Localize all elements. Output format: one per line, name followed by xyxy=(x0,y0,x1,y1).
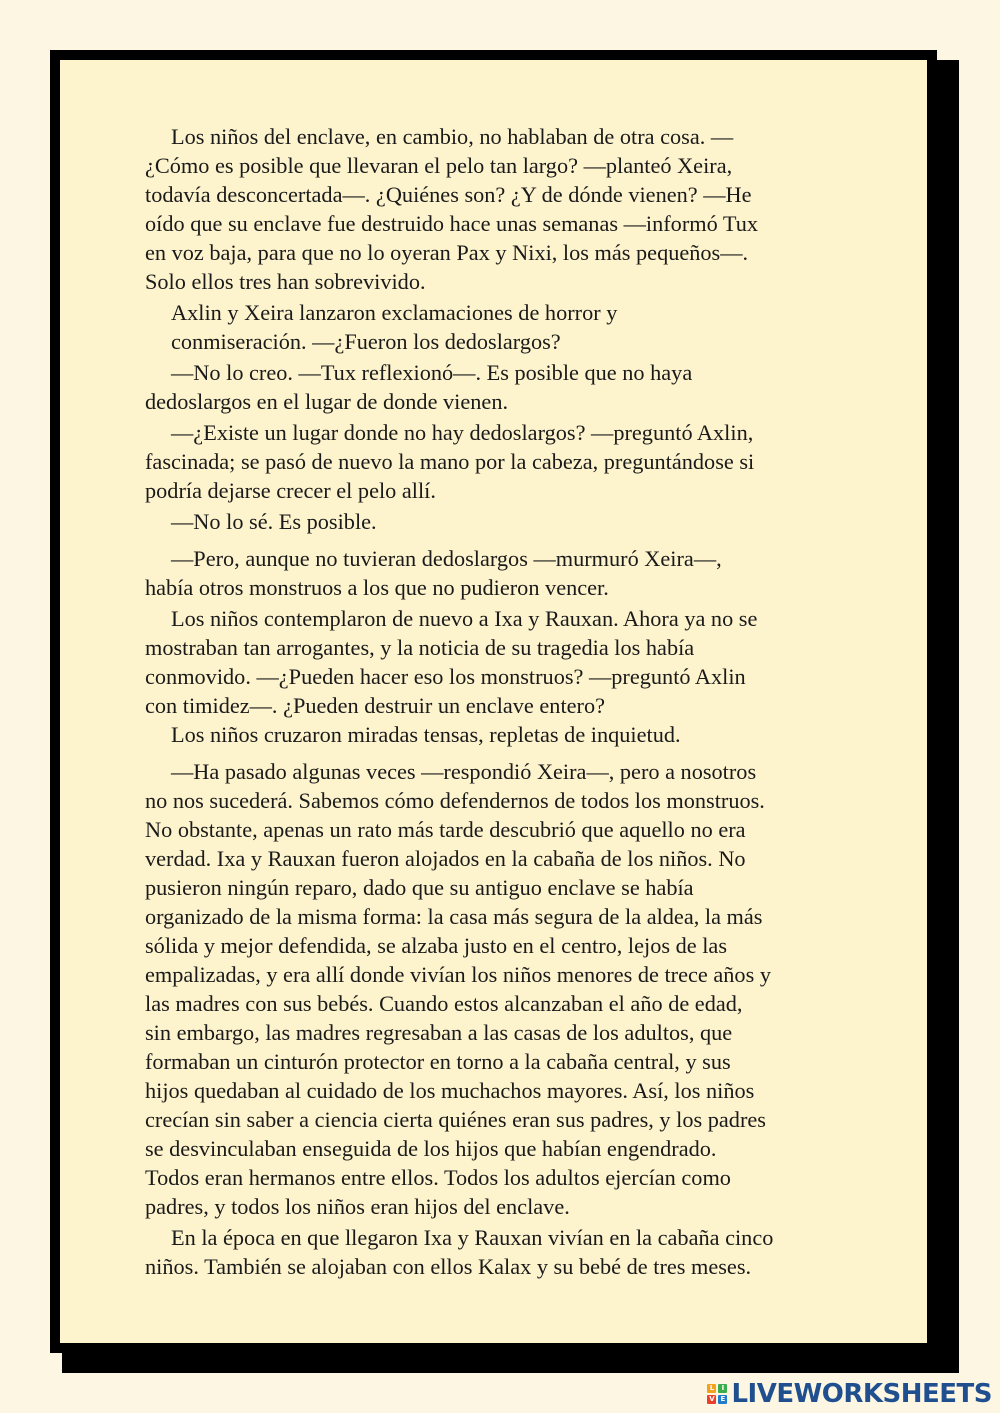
text-line: verdad. Ixa y Rauxan fueron alojados en la cabaña de los niños. No xyxy=(145,846,746,871)
text-line: se desvinculaban enseguida de los hijos que habían engendrado. xyxy=(145,1136,717,1161)
text-line: pusieron ningún reparo, dado que su antiguo enclave se había xyxy=(145,875,694,900)
text-line: ¿Cómo es posible que llevaran el pelo tan largo? —planteó Xeira, xyxy=(145,153,733,178)
text-line: —Pero, aunque no tuvieran dedoslargos —murmuró Xeira—, xyxy=(171,546,722,571)
text-line: organizado de la misma forma: la casa más segura de la aldea, la más xyxy=(145,904,763,929)
text-line: Todos eran hermanos entre ellos. Todos los adultos ejercían como xyxy=(145,1165,731,1190)
text-line: Los niños cruzaron miradas tensas, repletas de inquietud. xyxy=(171,722,681,747)
text-line: —No lo sé. Es posible. xyxy=(171,509,377,534)
logo-letter: L xyxy=(707,1384,716,1393)
logo-letter: E xyxy=(718,1395,727,1404)
logo-letter: I xyxy=(718,1384,727,1393)
text-line: Los niños del enclave, en cambio, no hablaban de otra cosa. — xyxy=(171,124,734,149)
text-line: padres, y todos los niños eran hijos del enclave. xyxy=(145,1194,570,1219)
text-line: Solo ellos tres han sobrevivido. xyxy=(145,269,426,294)
text-line: había otros monstruos a los que no pudieron vencer. xyxy=(145,575,609,600)
logo-letter: V xyxy=(709,1395,715,1403)
text-line: no nos sucederá. Sabemos cómo defendernos de todos los monstruos. xyxy=(145,788,765,813)
liveworksheets-logo-icon xyxy=(707,1384,727,1404)
text-line: oído que su enclave fue destruido hace unas semanas —informó Tux xyxy=(145,211,759,236)
text-line: Los niños contemplaron de nuevo a Ixa y Rauxan. Ahora ya no se xyxy=(171,606,758,631)
liveworksheets-watermark xyxy=(707,1381,992,1407)
text-line: —No lo creo. —Tux reflexionó—. Es posible que no haya xyxy=(171,360,693,385)
text-line: sin embargo, las madres regresaban a las casas de los adultos, que xyxy=(145,1020,733,1045)
text-line: dedoslargos en el lugar de donde vienen. xyxy=(145,389,509,414)
text-line: crecían sin saber a ciencia cierta quiénes eran sus padres, y los padres xyxy=(145,1107,766,1132)
text-line: conmiseración. —¿Fueron los dedoslargos? xyxy=(171,329,561,354)
text-line: todavía desconcertada—. ¿Quiénes son? ¿Y de dónde vienen? —He xyxy=(145,182,752,207)
text-line: No obstante, apenas un rato más tarde descubrió que aquello no era xyxy=(145,817,746,842)
text-line: sólida y mejor defendida, se alzaba justo en el centro, lejos de las xyxy=(145,933,727,958)
text-line: fascinada; se pasó de nuevo la mano por la cabeza, preguntándose si xyxy=(145,449,755,474)
text-line: hijos quedaban al cuidado de los muchachos mayores. Así, los niños xyxy=(145,1078,755,1103)
text-line: —¿Existe un lugar donde no hay dedoslargos? —preguntó Axlin, xyxy=(171,420,754,445)
text-line: Axlin y Xeira lanzaron exclamaciones de horror y xyxy=(171,300,618,325)
text-line: En la época en que llegaron Ixa y Rauxan vivían en la cabaña cinco xyxy=(171,1225,774,1250)
text-line: las madres con sus bebés. Cuando estos alcanzaban el año de edad, xyxy=(145,991,743,1016)
text-line: en voz baja, para que no lo oyeran Pax y Nixi, los más pequeños—. xyxy=(145,240,749,265)
text-line: conmovido. —¿Pueden hacer eso los monstruos? —preguntó Axlin xyxy=(145,664,746,689)
text-line: formaban un cinturón protector en torno a la cabaña central, y sus xyxy=(145,1049,731,1074)
text-line: —Ha pasado algunas veces —respondió Xeira—, pero a nosotros xyxy=(171,759,757,784)
text-line: mostraban tan arrogantes, y la noticia de su tragedia los había xyxy=(145,635,695,660)
text-line: niños. También se alojaban con ellos Kalax y su bebé de tres meses. xyxy=(145,1254,752,1279)
text-line: empalizadas, y era allí donde vivían los niños menores de trece años y xyxy=(145,962,771,987)
text-line: podría dejarse crecer el pelo allí. xyxy=(145,478,436,503)
text-body xyxy=(145,122,865,1281)
text-line: con timidez—. ¿Pueden destruir un enclave entero? xyxy=(145,693,606,718)
watermark-text: LIVEWORKSHEETS xyxy=(731,1379,992,1409)
